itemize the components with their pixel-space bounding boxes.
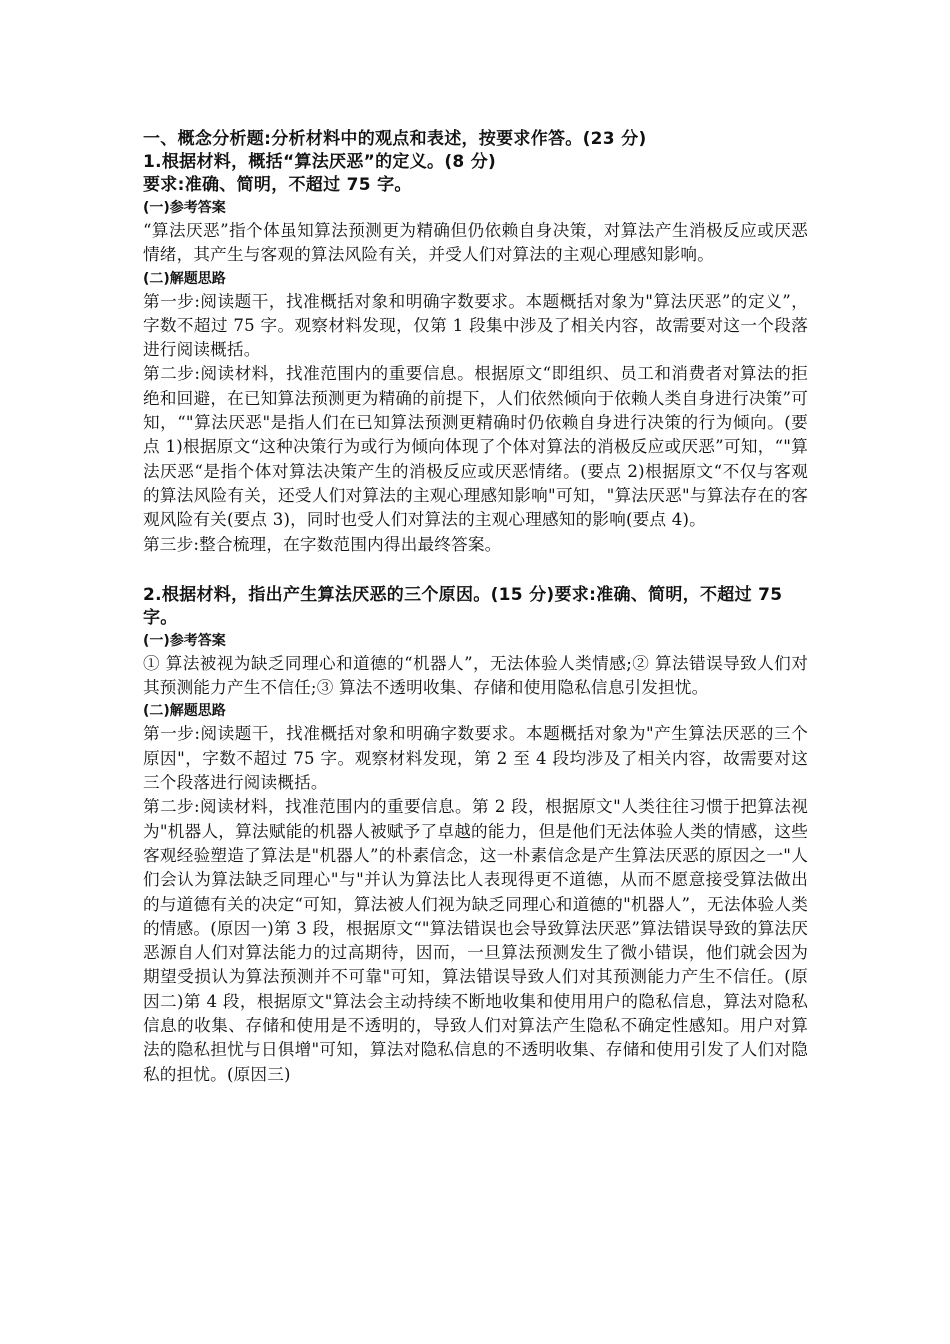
question-1-approach-label: (二)解题思路 — [143, 270, 226, 287]
question-2-answer-label: (一)参考答案 — [143, 632, 226, 649]
question-1-step-1: 第一步:阅读题干，找准概括对象和明确字数要求。本题概括对象为"算法厌恶”的定义”，字数不超过 75 字。观察材料发现，仅第 1 段集中涉及了相关内容，故需要对这一个段落进行阅读概括。 — [143, 291, 808, 360]
question-2-answer: ① 算法被视为缺乏同理心和道德的“机器人”，无法体验人类情感;② 算法错误导致人们对其预测能力产生不信任;③ 算法不透明收集、存储和使用隐私信息引发担忧。 — [143, 653, 808, 698]
document-page — [143, 128, 808, 1087]
question-2-step-1: 第一步:阅读题干，找准概括对象和明确字数要求。本题概括对象为"产生算法厌恶的三个原因"，字数不超过 75 字。观察材料发现，第 2 至 4 段均涉及了相关内容，故需要对这三个段落进行阅读概括。 — [143, 724, 808, 793]
question-2-step-2: 第二步:阅读材料，找准范围内的重要信息。第 2 段，根据原文"人类往往习惯于把算法视为"机器人，算法赋能的机器人被赋予了卓越的能力，但是他们无法体验人类的情感，这些客观经验塑造了算法是"机器人”的朴素信念，这一朴素信念是产生算法厌恶的原因之一"人们会认为算法缺乏同理心"与"并认为算法比人表现得更不道德，从而不愿意接受算法做出的与道德有关的决定“可知，算法被人们视为缺乏同理心和道德的"机器人”，无法体验人类的情感。(原因一)第 3 段，根据原文“"算法错误也会导致算法厌恶”算法错误导致的算法厌恶源自人们对算法能力的过高期待，因而，一旦算法预测发生了微小错误，他们就会因为期望受损认为算法预测并不可靠"可知，算法错误导致人们对其预测能力产生不信任。(原因二)第 4 段，根据原文"算法会主动持续不断地收集和使用用户的隐私信息，算法对隐私信息的收集、存储和使用是不透明的，导致人们对算法产生隐私不确定性感知。用户对算法的隐私担忧与日俱增"可知，算法对隐私信息的不透明收集、存储和使用引发了人们对隐私的担忧。(原因三) — [143, 797, 808, 1084]
question-1-title: 1.根据材料，概括“算法厌恶”的定义。(8 分) — [143, 152, 497, 172]
question-1-step-2: 第二步:阅读材料，找准范围内的重要信息。根据原文“即组织、员工和消费者对算法的拒绝和回避，在已知算法预测更为精确的前提下，人们依然倾向于依赖人类自身进行决策”可知，“"算法厌恶"是指人们在已知算法预测更精确时仍依赖自身进行决策的行为倾向。(要点 1)根据原文“这种决策行为或行为倾向体现了个体对算法的消极反应或厌恶”可知，“"算法厌恶“是指个体对算法决策产生的消极反应或厌恶情绪。(要点 2)根据原文“不仅与客观的算法风险有关，还受人们对算法的主观心理感知影响"可知，"算法厌恶"与算法存在的客观风险有关(要点 3)，同时也受人们对算法的主观心理感知的影响(要点 4)。 — [143, 364, 808, 530]
question-1-step-3: 第三步:整合梳理，在字数范围内得出最终答案。 — [143, 534, 502, 554]
question-2-approach-label: (二)解题思路 — [143, 703, 226, 720]
question-2-title: 2.根据材料，指出产生算法厌恶的三个原因。(15 分)要求:准确、简明，不超过 75 字。 — [143, 584, 783, 628]
section-spacer — [143, 557, 808, 584]
question-1-answer-label: (一)参考答案 — [143, 200, 226, 216]
question-1-requirement: 要求:准确、简明，不超过 75 字。 — [143, 175, 412, 195]
section-title: 一、概念分析题:分析材料中的观点和表述，按要求作答。(23 分) — [143, 129, 647, 149]
question-1-answer: “算法厌恶”指个体虽知算法预测更为精确但仍依赖自身决策，对算法产生消极反应或厌恶情绪，其产生与客观的算法风险有关，并受人们对算法的主观心理感知影响。 — [143, 221, 808, 265]
